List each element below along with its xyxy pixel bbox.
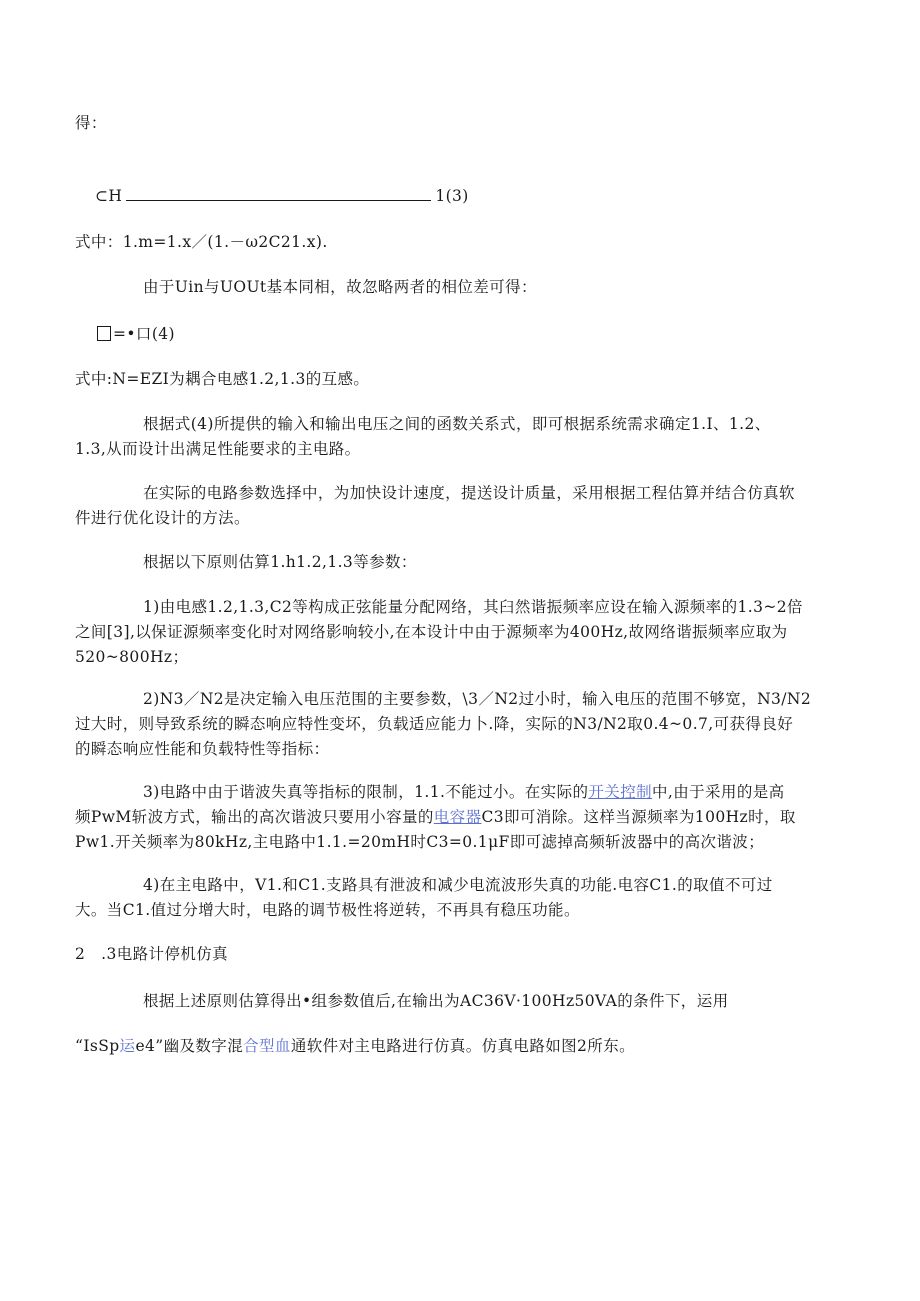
link-switch-control[interactable]: 开关控制 bbox=[588, 783, 652, 801]
text-shizhong-1: 式中：1.m=1.x／(1.－ω2C21.x). bbox=[75, 233, 328, 251]
para-simulation bbox=[75, 1036, 635, 1056]
item-3-line-3: Pw1.开关频率为80kHz,主电路中1.1.=20mH时C3=0.1μF即可滤掉高频斩波器中的高次谐波； bbox=[75, 833, 765, 851]
item-4-line-2: 大。当C1.值过分增大时，电路的调节极性将逆转，不再具有稳压功能。 bbox=[75, 901, 580, 919]
equation-3-left: ⊂H bbox=[95, 187, 123, 205]
item-3-line-2-end: C3即可消除。这样当源频率为100Hz时，取 bbox=[481, 808, 796, 826]
para-genju-1-line-1: 根据式(4)所提供的输入和输出电压之间的函数关系式，即可根据系统需求确定1.I、1.2、 bbox=[143, 415, 771, 433]
link-hexingxue[interactable]: 合型血 bbox=[243, 1037, 291, 1055]
item-3-line-1-end: 中,由于采用的是高 bbox=[652, 783, 785, 801]
item-3-line-1-start: 3)电路中由于谐波失真等指标的限制，1.1.不能过小。在实际的 bbox=[143, 783, 589, 801]
equation-3-number: 1(3) bbox=[435, 187, 469, 205]
item-1-line-2: 之间[3],以保证源频率变化时对网络影响较小,在本设计中由于源频率为400Hz,故网络谐振频率应取为 bbox=[75, 623, 788, 641]
item-3-line-2-start: 频PwM斩波方式，输出的高次谐波只要用小容量的 bbox=[75, 808, 434, 826]
para-simulation-part-3: 通软件对主电路进行仿真。仿真电路如图2所东。 bbox=[290, 1037, 635, 1055]
link-yun[interactable]: 运 bbox=[119, 1037, 136, 1055]
item-2-line-3: 的瞬态响应性能和负载特性等指标： bbox=[75, 740, 330, 758]
equation-placeholder-box bbox=[97, 326, 111, 341]
text-uin-uout: 由于Uin与UOUt基本同相，故忽略两者的相位差可得： bbox=[143, 278, 537, 296]
section-heading: 2 .3电路计停机仿真 bbox=[75, 945, 229, 963]
para-genju-1-line-2: 1.3,从而设计出满足性能要求的主电路。 bbox=[75, 440, 361, 458]
item-4-line-1: 4)在主电路中，V1.和C1.支路具有泄波和减少电流波形失真的功能.电容C1.的取值不可过 bbox=[143, 876, 773, 894]
equation-3-fraction-line bbox=[126, 200, 431, 201]
link-capacitor[interactable]: 电容器 bbox=[433, 808, 482, 826]
equation-4 bbox=[97, 324, 175, 344]
para-shiji-line-1: 在实际的电路参数选择中，为加快设计速度，提送设计质量，采用根据工程估算并结合仿真软 bbox=[143, 484, 795, 502]
text-de: 得： bbox=[75, 114, 107, 132]
item-2-line-2: 过大时，则导致系统的瞬态响应特性变坏，负载适应能力卜.降，实际的N3/N2取0.4~0.7,可获得良好 bbox=[75, 715, 794, 733]
para-simulation-part-1: “IsSp bbox=[75, 1037, 120, 1055]
para-simulation-part-2: e4”幽及数字混 bbox=[135, 1037, 244, 1055]
item-3-line-2 bbox=[75, 807, 796, 827]
equation-3 bbox=[95, 186, 469, 206]
item-1-line-3: 520~800Hz； bbox=[75, 648, 189, 666]
item-1-line-1: 1)由电感1.2,1.3,C2等构成正弦能量分配网络，其臼然谐振频率应设在输入源频率的1.3~2倍 bbox=[143, 598, 803, 616]
item-2-line-1: 2)N3／N2是决定输入电压范围的主要参数，\3／N2过小时，输入电压的范围不够宽，N3/N2 bbox=[143, 690, 812, 708]
para-genju-3: 根据上述原则估算得出•组参数值后,在输出为AC36V·100Hz50VA的条件下，运用 bbox=[143, 992, 729, 1010]
item-3-line-1 bbox=[143, 782, 785, 802]
equation-4-text: =•口(4) bbox=[113, 325, 175, 343]
para-shiji-line-2: 件进行优化设计的方法。 bbox=[75, 509, 250, 527]
para-genju-2: 根据以下原则估算1.h1.2,1.3等参数： bbox=[143, 553, 417, 571]
text-shizhong-2: 式中:N=EZI为耦合电感1.2,1.3的互感。 bbox=[75, 370, 370, 388]
